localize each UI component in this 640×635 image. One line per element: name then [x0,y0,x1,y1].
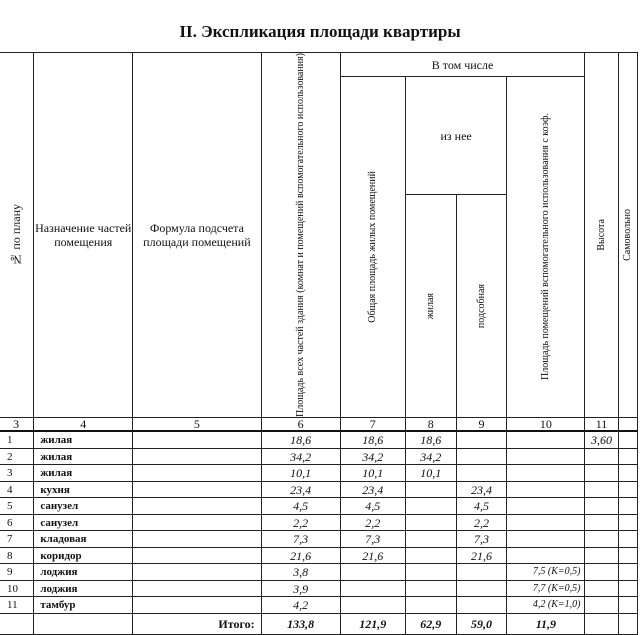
row-self [618,498,637,515]
totals-total: 133,8 [261,613,340,634]
totals-living: 62,9 [405,613,456,634]
row-formula [133,564,261,581]
row-formula [133,465,261,482]
row-aux [456,580,507,597]
row-height [585,531,618,548]
row-height [585,597,618,614]
row-name: кладовая [34,531,133,548]
table-row [0,580,638,597]
row-aux-k [507,431,585,448]
col-num: 9 [456,417,507,431]
row-self [618,564,637,581]
table-row [0,514,638,531]
row-total-area: 4,5 [261,498,340,515]
header-self: Самовольно [618,53,637,418]
row-self [618,531,637,548]
row-living [405,564,456,581]
row-aux-k: 7,5 (K=0,5) [507,564,585,581]
row-living [405,498,456,515]
row-name: жилая [34,448,133,465]
row-living-total: 4,5 [340,498,405,515]
totals-row [0,613,638,634]
row-formula [133,448,261,465]
col-num: 4 [34,417,133,431]
row-aux: 4,5 [456,498,507,515]
row-number: 8 [0,547,34,564]
row-living [405,481,456,498]
row-self [618,481,637,498]
row-self [618,448,637,465]
row-living [405,547,456,564]
col-num [618,417,637,431]
row-living-total [340,597,405,614]
totals-label: Итого: [133,613,261,634]
row-self [618,514,637,531]
row-aux-k [507,448,585,465]
row-living [405,514,456,531]
row-aux: 21,6 [456,547,507,564]
row-living [405,531,456,548]
row-self [618,431,637,448]
row-aux-k [507,547,585,564]
row-name: санузел [34,498,133,515]
row-aux-k: 7,7 (K=0,5) [507,580,585,597]
row-living-total: 10,1 [340,465,405,482]
header-formula: Формула подсчета площади помещений [133,53,261,418]
row-total-area: 34,2 [261,448,340,465]
row-aux [456,431,507,448]
row-total-area: 18,6 [261,431,340,448]
page-title: II. Экспликация площади квартиры [179,22,461,41]
col-num: 6 [261,417,340,431]
row-name: лоджия [34,564,133,581]
header-aux: подсобная [456,195,507,418]
row-number: 3 [0,465,34,482]
row-aux: 23,4 [456,481,507,498]
row-name: санузел [34,514,133,531]
row-living-total: 23,4 [340,481,405,498]
col-num: 10 [507,417,585,431]
row-height [585,514,618,531]
row-name: жилая [34,465,133,482]
row-name: коридор [34,547,133,564]
row-living [405,580,456,597]
row-name: кухня [34,481,133,498]
row-formula [133,514,261,531]
row-aux: 7,3 [456,531,507,548]
table-row [0,481,638,498]
row-formula [133,481,261,498]
row-living [405,597,456,614]
column-numbers-row [0,417,638,431]
header-living: жилая [405,195,456,418]
row-aux-k [507,514,585,531]
row-living-total: 2,2 [340,514,405,531]
row-total-area: 23,4 [261,481,340,498]
row-formula [133,597,261,614]
row-height [585,580,618,597]
row-self [618,465,637,482]
totals-living-total: 121,9 [340,613,405,634]
table-row [0,431,638,448]
row-height [585,448,618,465]
row-self [618,580,637,597]
row-number: 1 [0,431,34,448]
row-height [585,465,618,482]
row-height [585,498,618,515]
col-num: 3 [0,417,34,431]
table-row [0,597,638,614]
header-height: Высота [585,53,618,418]
row-living-total: 21,6 [340,547,405,564]
header-living-total: Общая площадь жилых помещений [340,77,405,418]
row-formula [133,531,261,548]
row-height: 3,60 [585,431,618,448]
row-total-area: 21,6 [261,547,340,564]
header-purpose: Назначение частей помещения [34,53,133,418]
row-aux-k [507,481,585,498]
row-aux [456,448,507,465]
row-living-total [340,580,405,597]
row-aux [456,597,507,614]
row-aux-k [507,465,585,482]
table-row [0,547,638,564]
totals-aux: 59,0 [456,613,507,634]
row-living-total: 7,3 [340,531,405,548]
row-aux-k [507,531,585,548]
table-row [0,448,638,465]
row-formula [133,547,261,564]
row-aux [456,564,507,581]
table-row [0,465,638,482]
row-number: 4 [0,481,34,498]
row-name: лоджия [34,580,133,597]
header-of-which: из нее [405,77,506,195]
col-num: 7 [340,417,405,431]
row-height [585,481,618,498]
row-number: 6 [0,514,34,531]
row-total-area: 10,1 [261,465,340,482]
row-aux-k [507,498,585,515]
row-total-area: 7,3 [261,531,340,548]
header-total-area: Площадь всех частей здания (комнат и помещений вспомогательного использования) [261,53,340,418]
row-total-area: 2,2 [261,514,340,531]
row-name: жилая [34,431,133,448]
row-formula [133,580,261,597]
explication-table [0,52,638,635]
row-living-total: 34,2 [340,448,405,465]
col-num: 11 [585,417,618,431]
row-aux [456,465,507,482]
header-aux-area: Площадь помещений вспомогательного использования с коэф. [507,77,585,418]
table-row [0,531,638,548]
row-living-total [340,564,405,581]
col-num: 8 [405,417,456,431]
row-formula [133,431,261,448]
row-living: 34,2 [405,448,456,465]
row-name: тамбур [34,597,133,614]
table-row [0,498,638,515]
row-height [585,547,618,564]
row-number: 7 [0,531,34,548]
row-number: 9 [0,564,34,581]
row-formula [133,498,261,515]
row-self [618,547,637,564]
header-in-total: В том числе [340,53,585,77]
row-living: 18,6 [405,431,456,448]
row-living: 10,1 [405,465,456,482]
row-number: 2 [0,448,34,465]
row-total-area: 3,8 [261,564,340,581]
row-number: 11 [0,597,34,614]
row-number: 5 [0,498,34,515]
row-number: 10 [0,580,34,597]
col-num: 5 [133,417,261,431]
row-self [618,597,637,614]
row-total-area: 4,2 [261,597,340,614]
table-row [0,564,638,581]
row-aux-k: 4,2 (K=1,0) [507,597,585,614]
row-height [585,564,618,581]
row-aux: 2,2 [456,514,507,531]
row-total-area: 3,9 [261,580,340,597]
totals-aux-k: 11,9 [507,613,585,634]
header-no: № по плану [0,53,34,418]
row-living-total: 18,6 [340,431,405,448]
